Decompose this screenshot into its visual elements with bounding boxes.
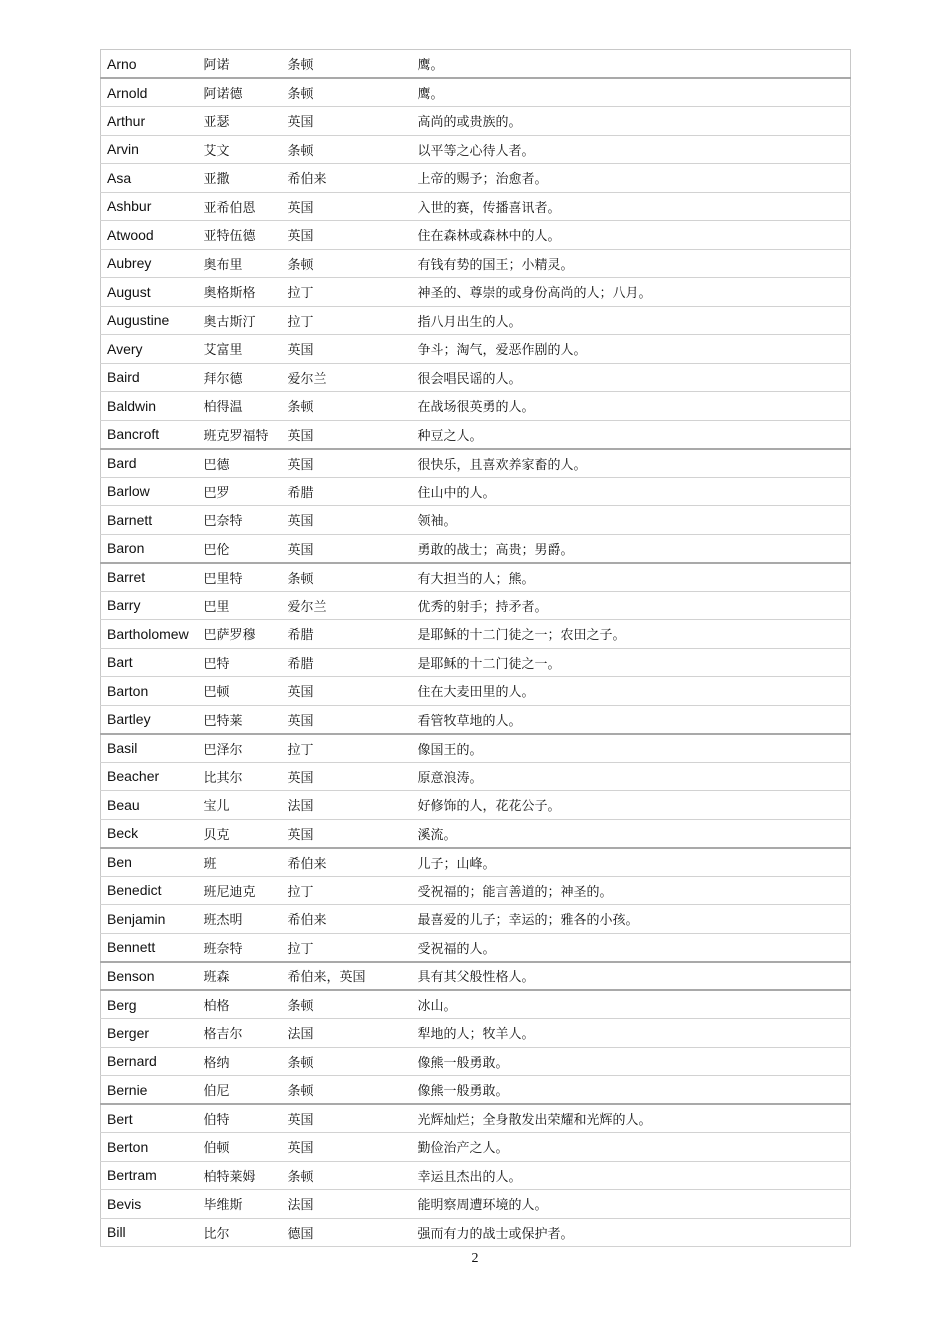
name-cell: Barton [101,677,198,706]
meaning-cell: 很快乐，且喜欢养家畜的人。 [412,449,851,478]
origin-cell: 条顿 [282,135,412,164]
meaning-cell: 优秀的射手；持矛者。 [412,591,851,620]
name-cell: Bennett [101,933,198,962]
transliteration-cell: 伯特 [198,1104,282,1133]
origin-cell: 拉丁 [282,278,412,307]
meaning-cell: 具有其父般性格人。 [412,962,851,991]
transliteration-cell: 奥格斯格 [198,278,282,307]
table-row [101,990,851,1019]
table-row [101,449,851,478]
table-row [101,306,851,335]
table-row [101,1161,851,1190]
transliteration-cell: 巴特莱 [198,705,282,734]
origin-cell: 英国 [282,762,412,791]
name-cell: Basil [101,734,198,763]
origin-cell: 条顿 [282,249,412,278]
name-cell: Arvin [101,135,198,164]
origin-cell: 希伯来 [282,848,412,877]
table-row [101,278,851,307]
origin-cell: 希腊 [282,477,412,506]
transliteration-cell: 巴特 [198,648,282,677]
transliteration-cell: 比其尔 [198,762,282,791]
meaning-cell: 溪流。 [412,819,851,848]
table-row [101,563,851,592]
name-cell: Baron [101,534,198,563]
name-cell: Bernard [101,1047,198,1076]
name-cell: Benedict [101,876,198,905]
origin-cell: 希伯来 [282,164,412,193]
table-row [101,1133,851,1162]
name-cell: Barret [101,563,198,592]
transliteration-cell: 艾富里 [198,335,282,364]
transliteration-cell: 班克罗福特 [198,420,282,449]
names-table-body [101,50,851,1247]
origin-cell: 德国 [282,1218,412,1247]
meaning-cell: 原意浪涛。 [412,762,851,791]
table-row [101,762,851,791]
origin-cell: 条顿 [282,990,412,1019]
origin-cell: 英国 [282,449,412,478]
name-cell: Baldwin [101,392,198,421]
origin-cell: 英国 [282,1133,412,1162]
meaning-cell: 种豆之人。 [412,420,851,449]
meaning-cell: 有钱有势的国王；小精灵。 [412,249,851,278]
meaning-cell: 勤俭治产之人。 [412,1133,851,1162]
transliteration-cell: 巴罗 [198,477,282,506]
transliteration-cell: 艾文 [198,135,282,164]
origin-cell: 英国 [282,420,412,449]
meaning-cell: 指八月出生的人。 [412,306,851,335]
origin-cell: 英国 [282,107,412,136]
origin-cell: 英国 [282,335,412,364]
meaning-cell: 儿子；山峰。 [412,848,851,877]
transliteration-cell: 格纳 [198,1047,282,1076]
table-row [101,363,851,392]
origin-cell: 希腊 [282,620,412,649]
origin-cell: 英国 [282,221,412,250]
table-row [101,392,851,421]
meaning-cell: 住山中的人。 [412,477,851,506]
page-number: 2 [471,1251,479,1266]
origin-cell: 条顿 [282,78,412,107]
table-row [101,962,851,991]
table-row [101,734,851,763]
meaning-cell: 勇敢的战士；高贵；男爵。 [412,534,851,563]
meaning-cell: 鹰。 [412,50,851,79]
table-row [101,1218,851,1247]
origin-cell: 希伯来 [282,905,412,934]
table-row [101,905,851,934]
names-table [100,49,851,1247]
origin-cell: 希腊 [282,648,412,677]
meaning-cell: 强而有力的战士或保护者。 [412,1218,851,1247]
transliteration-cell: 班奈特 [198,933,282,962]
table-row [101,420,851,449]
transliteration-cell: 亚瑟 [198,107,282,136]
meaning-cell: 很会唱民谣的人。 [412,363,851,392]
origin-cell: 条顿 [282,50,412,79]
table-row [101,192,851,221]
transliteration-cell: 柏格 [198,990,282,1019]
table-row [101,1076,851,1105]
origin-cell: 英国 [282,534,412,563]
origin-cell: 拉丁 [282,933,412,962]
transliteration-cell: 巴里特 [198,563,282,592]
meaning-cell: 在战场很英勇的人。 [412,392,851,421]
name-cell: Beck [101,819,198,848]
transliteration-cell: 奥布里 [198,249,282,278]
origin-cell: 拉丁 [282,306,412,335]
meaning-cell: 好修饰的人，花花公子。 [412,791,851,820]
meaning-cell: 以平等之心待人者。 [412,135,851,164]
origin-cell: 英国 [282,705,412,734]
origin-cell: 英国 [282,1104,412,1133]
transliteration-cell: 班森 [198,962,282,991]
name-cell: Atwood [101,221,198,250]
origin-cell: 英国 [282,819,412,848]
origin-cell: 法国 [282,1190,412,1219]
origin-cell: 爱尔兰 [282,363,412,392]
meaning-cell: 像熊一般勇敢。 [412,1047,851,1076]
meaning-cell: 上帝的赐予；治愈者。 [412,164,851,193]
transliteration-cell: 亚特伍德 [198,221,282,250]
meaning-cell: 鹰。 [412,78,851,107]
table-row [101,1019,851,1048]
name-cell: Arno [101,50,198,79]
table-row [101,791,851,820]
name-cell: Bevis [101,1190,198,1219]
table-row [101,819,851,848]
name-cell: Arnold [101,78,198,107]
meaning-cell: 领袖。 [412,506,851,535]
name-cell: Bert [101,1104,198,1133]
table-row [101,933,851,962]
origin-cell: 英国 [282,192,412,221]
table-row [101,534,851,563]
name-cell: Bard [101,449,198,478]
meaning-cell: 神圣的、尊崇的或身份高尚的人；八月。 [412,278,851,307]
name-cell: Beacher [101,762,198,791]
table-row [101,1190,851,1219]
origin-cell: 英国 [282,677,412,706]
transliteration-cell: 巴顿 [198,677,282,706]
origin-cell: 条顿 [282,1047,412,1076]
transliteration-cell: 奥古斯汀 [198,306,282,335]
origin-cell: 英国 [282,506,412,535]
table-row [101,506,851,535]
name-cell: Bartley [101,705,198,734]
name-cell: Bartholomew [101,620,198,649]
transliteration-cell: 柏得温 [198,392,282,421]
name-cell: Berg [101,990,198,1019]
name-cell: Bancroft [101,420,198,449]
transliteration-cell: 巴萨罗穆 [198,620,282,649]
table-row [101,50,851,79]
table-row [101,620,851,649]
table-row [101,135,851,164]
name-cell: Benjamin [101,905,198,934]
table-row [101,1104,851,1133]
meaning-cell: 有大担当的人；熊。 [412,563,851,592]
meaning-cell: 入世的赛，传播喜讯者。 [412,192,851,221]
meaning-cell: 是耶稣的十二门徒之一。 [412,648,851,677]
name-cell: Bart [101,648,198,677]
origin-cell: 希伯来，英国 [282,962,412,991]
origin-cell: 条顿 [282,392,412,421]
table-row [101,107,851,136]
table-row [101,648,851,677]
origin-cell: 条顿 [282,1161,412,1190]
name-cell: Arthur [101,107,198,136]
transliteration-cell: 巴奈特 [198,506,282,535]
meaning-cell: 受祝福的人。 [412,933,851,962]
transliteration-cell: 巴伦 [198,534,282,563]
origin-cell: 拉丁 [282,876,412,905]
meaning-cell: 争斗；淘气，爱恶作剧的人。 [412,335,851,364]
transliteration-cell: 伯尼 [198,1076,282,1105]
table-row [101,1047,851,1076]
table-row [101,848,851,877]
meaning-cell: 能明察周遭环境的人。 [412,1190,851,1219]
meaning-cell: 像熊一般勇敢。 [412,1076,851,1105]
transliteration-cell: 柏特莱姆 [198,1161,282,1190]
table-row [101,164,851,193]
table-row [101,705,851,734]
origin-cell: 拉丁 [282,734,412,763]
transliteration-cell: 比尔 [198,1218,282,1247]
transliteration-cell: 阿诺德 [198,78,282,107]
origin-cell: 条顿 [282,563,412,592]
transliteration-cell: 贝克 [198,819,282,848]
table-row [101,249,851,278]
transliteration-cell: 班 [198,848,282,877]
name-cell: August [101,278,198,307]
transliteration-cell: 巴德 [198,449,282,478]
name-cell: Beau [101,791,198,820]
transliteration-cell: 宝儿 [198,791,282,820]
origin-cell: 爱尔兰 [282,591,412,620]
meaning-cell: 最喜爱的儿子；幸运的；雅各的小孩。 [412,905,851,934]
origin-cell: 法国 [282,791,412,820]
transliteration-cell: 班尼迪克 [198,876,282,905]
meaning-cell: 住在大麦田里的人。 [412,677,851,706]
name-cell: Aubrey [101,249,198,278]
transliteration-cell: 巴里 [198,591,282,620]
meaning-cell: 受祝福的；能言善道的；神圣的。 [412,876,851,905]
table-row [101,677,851,706]
meaning-cell: 是耶稣的十二门徒之一；农田之子。 [412,620,851,649]
table-row [101,78,851,107]
transliteration-cell: 伯顿 [198,1133,282,1162]
name-cell: Berton [101,1133,198,1162]
name-cell: Barnett [101,506,198,535]
table-row [101,876,851,905]
name-cell: Avery [101,335,198,364]
table-row [101,477,851,506]
transliteration-cell: 格吉尔 [198,1019,282,1048]
name-cell: Ashbur [101,192,198,221]
meaning-cell: 高尚的或贵族的。 [412,107,851,136]
table-row [101,335,851,364]
transliteration-cell: 班杰明 [198,905,282,934]
transliteration-cell: 亚撒 [198,164,282,193]
name-cell: Ben [101,848,198,877]
meaning-cell: 看管牧草地的人。 [412,705,851,734]
meaning-cell: 冰山。 [412,990,851,1019]
name-cell: Barlow [101,477,198,506]
origin-cell: 条顿 [282,1076,412,1105]
transliteration-cell: 亚希伯恩 [198,192,282,221]
table-row [101,221,851,250]
name-cell: Barry [101,591,198,620]
name-cell: Bertram [101,1161,198,1190]
name-cell: Benson [101,962,198,991]
meaning-cell: 犁地的人；牧羊人。 [412,1019,851,1048]
table-row [101,591,851,620]
meaning-cell: 幸运且杰出的人。 [412,1161,851,1190]
name-cell: Augustine [101,306,198,335]
origin-cell: 法国 [282,1019,412,1048]
name-cell: Baird [101,363,198,392]
transliteration-cell: 阿诺 [198,50,282,79]
transliteration-cell: 毕维斯 [198,1190,282,1219]
meaning-cell: 光辉灿烂；全身散发出荣耀和光辉的人。 [412,1104,851,1133]
meaning-cell: 住在森林或森林中的人。 [412,221,851,250]
meaning-cell: 像国王的。 [412,734,851,763]
name-cell: Bernie [101,1076,198,1105]
name-cell: Berger [101,1019,198,1048]
name-cell: Bill [101,1218,198,1247]
transliteration-cell: 巴泽尔 [198,734,282,763]
transliteration-cell: 拜尔德 [198,363,282,392]
name-cell: Asa [101,164,198,193]
